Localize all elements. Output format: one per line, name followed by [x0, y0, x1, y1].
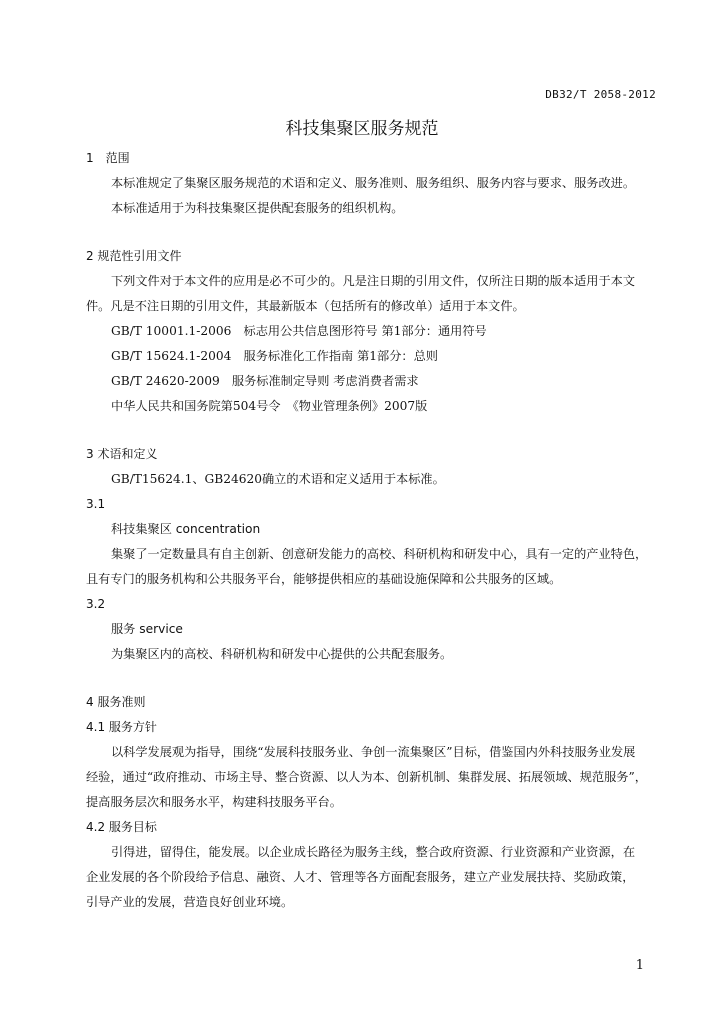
paragraph-line: 引得进，留得住，能发展。以企业成长路径为服务主线，整合政府资源、行业资源和产业资源，在: [111, 845, 636, 859]
paragraph-line: 企业发展的各个阶段给予信息、融资、人才、管理等各方面配套服务，建立产业发展扶持、奖励政策，: [86, 870, 635, 884]
term-definition-line: 且有专门的服务机构和公共服务平台，能够提供相应的基础设施保障和公共服务的区域。: [86, 572, 562, 586]
paragraph: 本标准规定了集聚区服务规范的术语和定义、服务准则、服务组织、服务内容与要求、服务改进。: [111, 176, 636, 190]
subsection-heading: 4.2 服务目标: [86, 820, 157, 834]
term-name: 科技集聚区 concentration: [111, 522, 261, 536]
section-heading: 2 规范性引用文件: [86, 249, 182, 263]
term-name: 服务 service: [111, 622, 183, 636]
reference-item: GB/T 10001.1-2006 标志用公共信息图形符号 第1部分：通用符号: [111, 324, 487, 338]
term-number: 3.2: [86, 597, 106, 611]
section-terms: [86, 442, 656, 667]
term-number: 3.1: [86, 497, 106, 511]
document-number: DB32/T 2058-2012: [545, 88, 656, 101]
section-heading: 1 范围: [86, 151, 130, 165]
section-heading: 3 术语和定义: [86, 447, 158, 461]
term-definition-line: 集聚了一定数量具有自主创新、创意研发能力的高校、科研机构和研发中心，具有一定的产业特色，: [111, 547, 648, 561]
paragraph-line: 经验，通过“政府推动、市场主导、整合资源、以人为本、创新机制、集群发展、拓展领域、规范服务”，: [86, 770, 647, 784]
section-service-principles: [86, 690, 656, 915]
reference-item: 中华人民共和国务院第504号令 《物业管理条例》2007版: [111, 399, 428, 413]
paragraph-line: 件。凡是不注日期的引用文件，其最新版本（包括所有的修改单）适用于本文件。: [86, 299, 525, 313]
paragraph-line: 下列文件对于本文件的应用是必不可少的。凡是注日期的引用文件，仅所注日期的版本适用于本文: [111, 274, 636, 288]
reference-item: GB/T 24620-2009 服务标准制定导则 考虑消费者需求: [111, 374, 419, 388]
term-definition: 为集聚区内的高校、科研机构和研发中心提供的公共配套服务。: [111, 647, 453, 661]
paragraph-line: 引导产业的发展，营造良好创业环境。: [86, 895, 294, 909]
reference-item: GB/T 15624.1-2004 服务标准化工作指南 第1部分：总则: [111, 349, 438, 363]
section-scope: [86, 146, 656, 221]
paragraph: 本标准适用于为科技集聚区提供配套服务的组织机构。: [111, 201, 404, 215]
paragraph: GB/T15624.1、GB24620确立的术语和定义适用于本标准。: [111, 472, 445, 486]
section-normative-references: [86, 244, 656, 419]
section-heading: 4 服务准则: [86, 695, 146, 709]
page-number: 1: [635, 958, 644, 973]
subsection-heading: 4.1 服务方针: [86, 720, 157, 734]
page-title: 科技集聚区服务规范: [285, 119, 439, 139]
paragraph-line: 以科学发展观为指导，围绕“发展科技服务业、争创一流集聚区”目标，借鉴国内外科技服务业发展: [111, 745, 636, 759]
paragraph-line: 提高服务层次和服务水平，构建科技服务平台。: [86, 795, 342, 809]
